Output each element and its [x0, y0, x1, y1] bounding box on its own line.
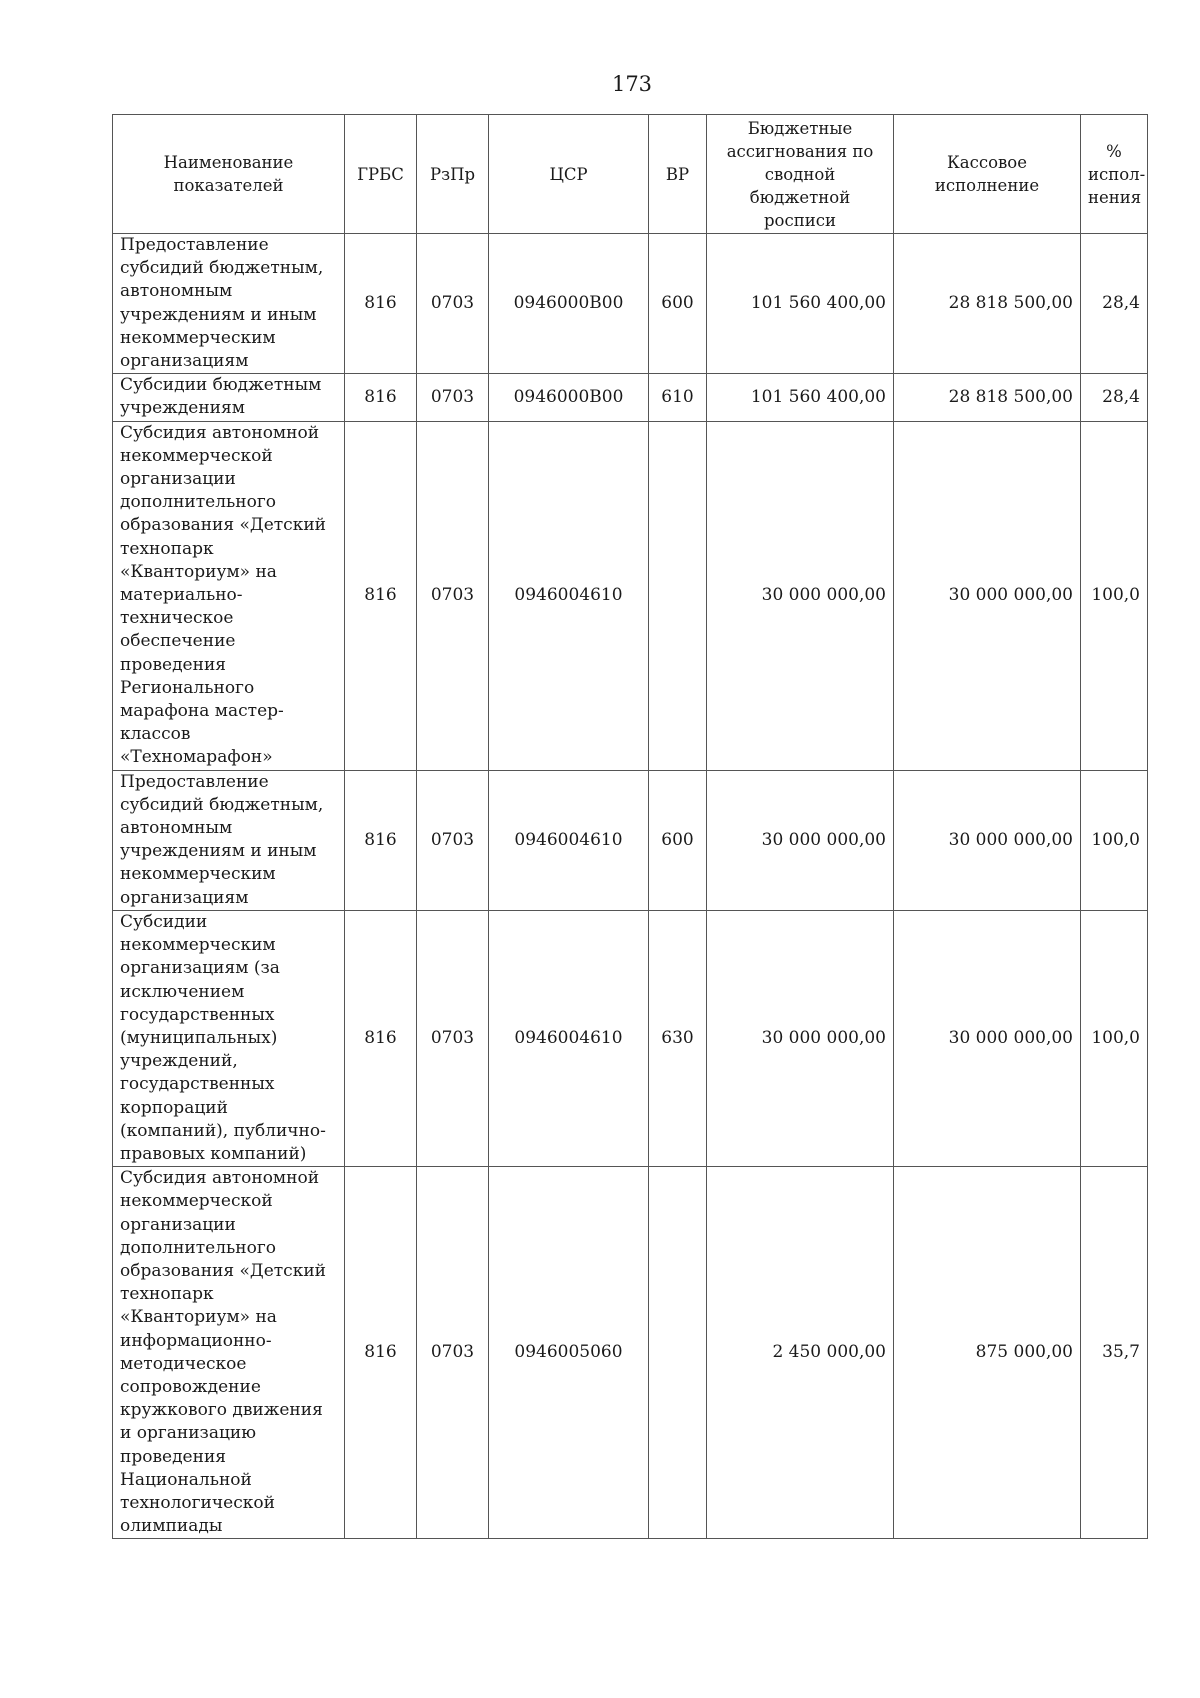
budget-execution-table — [112, 114, 1148, 1539]
row-name: Субсидия автономной некоммерческой организации дополнительного образования «Детский технопарк «Кванториум» на материально-техническое обеспечение проведения Регионального марафона мастер-классов «Техномарафон» — [113, 421, 345, 770]
row-rzpr: 0703 — [417, 374, 489, 421]
row-name: Субсидии некоммерческим организациям (за исключением государственных (муниципальных) учреждений, государственных корпораций (компаний), публично-правовых компаний) — [113, 910, 345, 1166]
table-row — [113, 770, 1148, 910]
row-cash: 30 000 000,00 — [894, 910, 1081, 1166]
table-row — [113, 1167, 1148, 1539]
row-rzpr: 0703 — [417, 770, 489, 910]
row-vr — [649, 1167, 707, 1539]
row-rzpr: 0703 — [417, 910, 489, 1166]
table-row — [113, 910, 1148, 1166]
row-csr: 0946000В00 — [489, 234, 649, 374]
row-name: Субсидии бюджетным учреждениям — [113, 374, 345, 421]
row-budget: 101 560 400,00 — [707, 234, 894, 374]
header-name: Наименование показателей — [113, 115, 345, 234]
row-csr: 0946004610 — [489, 421, 649, 770]
row-name: Предоставление субсидий бюджетным, автономным учреждениям и иным некоммерческим организациям — [113, 770, 345, 910]
row-budget: 2 450 000,00 — [707, 1167, 894, 1539]
row-csr: 0946000В00 — [489, 374, 649, 421]
row-vr: 630 — [649, 910, 707, 1166]
header-pct: % испол- нения — [1081, 115, 1148, 234]
row-cash: 30 000 000,00 — [894, 421, 1081, 770]
header-vr: ВР — [649, 115, 707, 234]
row-pct: 100,0 — [1081, 421, 1148, 770]
row-cash: 875 000,00 — [894, 1167, 1081, 1539]
row-name: Предоставление субсидий бюджетным, автономным учреждениям и иным некоммерческим организациям — [113, 234, 345, 374]
table-row — [113, 421, 1148, 770]
row-vr: 600 — [649, 234, 707, 374]
row-pct: 28,4 — [1081, 374, 1148, 421]
row-vr — [649, 421, 707, 770]
header-grbs: ГРБС — [345, 115, 417, 234]
row-pct: 28,4 — [1081, 234, 1148, 374]
row-grbs: 816 — [345, 234, 417, 374]
row-cash: 28 818 500,00 — [894, 374, 1081, 421]
row-budget: 30 000 000,00 — [707, 910, 894, 1166]
row-vr: 610 — [649, 374, 707, 421]
row-grbs: 816 — [345, 374, 417, 421]
row-pct: 100,0 — [1081, 770, 1148, 910]
row-rzpr: 0703 — [417, 1167, 489, 1539]
row-csr: 0946004610 — [489, 910, 649, 1166]
row-csr: 0946005060 — [489, 1167, 649, 1539]
row-budget: 101 560 400,00 — [707, 374, 894, 421]
table-row — [113, 234, 1148, 374]
header-cash: Кассовое исполнение — [894, 115, 1081, 234]
header-budget: Бюджетные ассигнования по сводной бюджетной росписи — [707, 115, 894, 234]
row-name: Субсидия автономной некоммерческой организации дополнительного образования «Детский технопарк «Кванториум» на информационно-методическое сопровождение кружкового движения и организацию проведения Национальной технологической олимпиады — [113, 1167, 345, 1539]
row-grbs: 816 — [345, 910, 417, 1166]
row-cash: 30 000 000,00 — [894, 770, 1081, 910]
row-grbs: 816 — [345, 1167, 417, 1539]
row-vr: 600 — [649, 770, 707, 910]
row-rzpr: 0703 — [417, 421, 489, 770]
row-budget: 30 000 000,00 — [707, 770, 894, 910]
row-rzpr: 0703 — [417, 234, 489, 374]
table-header-row — [113, 115, 1148, 234]
row-grbs: 816 — [345, 770, 417, 910]
row-cash: 28 818 500,00 — [894, 234, 1081, 374]
table-row — [113, 374, 1148, 421]
header-csr: ЦСР — [489, 115, 649, 234]
row-csr: 0946004610 — [489, 770, 649, 910]
header-rzpr: РзПр — [417, 115, 489, 234]
row-pct: 35,7 — [1081, 1167, 1148, 1539]
row-pct: 100,0 — [1081, 910, 1148, 1166]
page-number: 173 — [611, 72, 653, 96]
row-grbs: 816 — [345, 421, 417, 770]
row-budget: 30 000 000,00 — [707, 421, 894, 770]
